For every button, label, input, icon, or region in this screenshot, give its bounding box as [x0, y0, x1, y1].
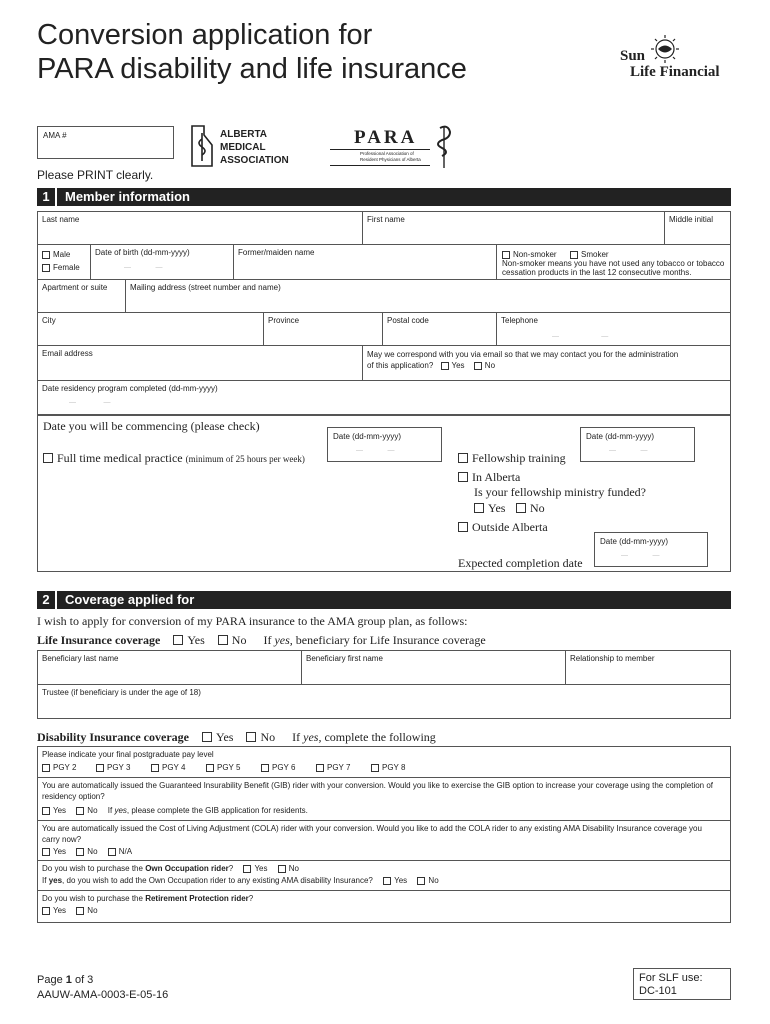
cola-no-label: No — [87, 847, 98, 856]
cola-answers — [42, 847, 132, 856]
province-field[interactable] — [263, 312, 382, 345]
ministry-no-option[interactable] — [516, 501, 545, 516]
disability-coverage-no[interactable] — [246, 730, 275, 744]
cola-yes[interactable] — [42, 847, 66, 856]
fulltime-practice-checkbox[interactable] — [43, 453, 53, 463]
male-option[interactable] — [42, 250, 70, 259]
pgy-checkbox[interactable] — [261, 764, 269, 772]
expected-completion-label: Expected completion date — [458, 556, 583, 570]
own-occupation-existing-yes[interactable] — [383, 876, 407, 885]
retirement-yes-label: Yes — [53, 906, 67, 915]
fulltime-date-label: Date (dd-mm-yyyy) — [333, 432, 402, 441]
email-consent-no-checkbox[interactable] — [474, 362, 482, 370]
email-field[interactable] — [37, 345, 362, 380]
email-consent-yes-checkbox[interactable] — [441, 362, 449, 370]
coverage-intro: I wish to apply for conversion of my PARA insurance to the AMA group plan, as follows: — [37, 614, 468, 628]
life-coverage-no[interactable] — [218, 633, 247, 647]
sunlife-logo-mark — [650, 34, 680, 64]
email-consent-no-label: No — [484, 361, 496, 370]
pgy-checkbox[interactable] — [96, 764, 104, 772]
postal-code-label: Postal code — [387, 316, 429, 325]
own-occupation-existing-no[interactable] — [417, 876, 438, 885]
cola-question-2: carry now? — [42, 835, 82, 844]
fellowship-label: Fellowship training — [472, 451, 566, 465]
fellowship-option[interactable] — [458, 451, 566, 466]
email-consent-yes-label: Yes — [451, 361, 465, 370]
smoker-label: Smoker — [581, 250, 609, 259]
cola-na-checkbox[interactable] — [108, 848, 116, 856]
own-occupation-no-label: No — [288, 864, 299, 873]
para-logo-text: PARA — [354, 127, 418, 148]
disability-coverage-yes-label: Yes — [216, 730, 234, 744]
trustee-label: Trustee (if beneficiary is under the age of 18) — [42, 688, 201, 697]
first-name-label: First name — [367, 215, 405, 224]
outside-alberta-label: Outside Alberta — [472, 520, 548, 534]
title-line-2: PARA disability and life insurance — [37, 53, 467, 85]
fellowship-date-field[interactable]: Date (dd-mm-yyyy) — — — [580, 427, 695, 462]
dob-field[interactable]: Date of birth (dd-mm-yyyy) — — — [95, 248, 190, 271]
middle-initial-field[interactable] — [664, 211, 731, 244]
section-1-header — [37, 188, 731, 206]
page-number: Page 1 of 3 — [37, 974, 94, 986]
apartment-label: Apartment or suite — [42, 283, 108, 292]
residency-date-field[interactable]: Date residency program completed (dd-mm-yyyy) — — — [42, 384, 218, 406]
pay-level-question: Please indicate your final postgraduate pay level — [42, 750, 214, 759]
email-consent-yes[interactable] — [441, 361, 465, 370]
smoker-checkbox[interactable] — [570, 251, 578, 259]
gib-yes-label: Yes — [53, 806, 67, 815]
disability-coverage-row — [37, 730, 436, 745]
own-occupation-existing-no-label: No — [428, 876, 439, 885]
retirement-no-label: No — [87, 906, 98, 915]
pgy-label: PGY 4 — [162, 763, 186, 772]
dob-label: Date of birth (dd-mm-yyyy) — [95, 248, 190, 257]
fellowship-checkbox[interactable] — [458, 453, 468, 463]
form-code: AAUW-AMA-0003-E-05-16 — [37, 989, 169, 1001]
fulltime-practice-label: Full time medical practice — [57, 451, 183, 465]
pgy-label: PGY 6 — [272, 763, 296, 772]
pgy-checkbox[interactable] — [42, 764, 50, 772]
residency-date-label: Date residency program completed (dd-mm-yyyy) — [42, 384, 218, 393]
female-checkbox[interactable] — [42, 264, 50, 272]
apartment-field[interactable] — [37, 279, 125, 312]
smoker-note-2: cessation products in the last 12 consecutive months. — [502, 268, 692, 277]
pgy-option[interactable] — [371, 763, 405, 772]
relationship-label: Relationship to member — [570, 654, 655, 663]
section-2-number: 2 — [37, 591, 57, 609]
email-consent-text-1: May we correspond with you via email so that we may contact you for the administration — [367, 350, 679, 359]
outside-alberta-option[interactable] — [458, 520, 548, 535]
ministry-yes-label: Yes — [488, 501, 506, 515]
gib-no-label: No — [87, 806, 98, 815]
email-consent-no[interactable] — [474, 361, 495, 370]
life-coverage-label: Life Insurance coverage — [37, 633, 161, 647]
para-logo-sub-2: Resident Physicians of Alberta — [360, 157, 421, 162]
para-logo-mark — [430, 124, 460, 168]
slf-use-box — [633, 968, 731, 1000]
mailing-address-label: Mailing address (street number and name) — [130, 283, 281, 292]
section-2-title: Coverage applied for — [65, 592, 195, 607]
disability-coverage-note: If yes, complete the following — [292, 730, 436, 744]
cola-question-1: You are automatically issued the Cost of Living Adjustment (COLA) rider with your conversion. Would you like to add the COLA rider to any existing AMA Disability Insurance coverage you — [42, 824, 702, 833]
relationship-field[interactable] — [565, 650, 731, 684]
ministry-yes-option[interactable] — [474, 501, 505, 516]
nonsmoker-option[interactable] — [502, 250, 557, 259]
ama-logo-mark — [190, 125, 214, 167]
print-note: Please PRINT clearly. — [37, 168, 154, 182]
first-name-field[interactable] — [362, 211, 664, 244]
gib-note: If yes, please complete the GIB application for residents. — [107, 806, 308, 815]
completion-date-field[interactable]: Date (dd-mm-yyyy) — — — [594, 532, 708, 567]
pgy-label: PGY 7 — [327, 763, 351, 772]
section-2-header — [37, 591, 731, 609]
cola-no-checkbox[interactable] — [76, 848, 84, 856]
para-logo-sub-1: Professional Association of — [360, 151, 414, 156]
retirement-no-checkbox[interactable] — [76, 907, 84, 915]
gib-question-1: You are automatically issued the Guaranteed Insurability Benefit (GIB) rider with your conversion. Would you like to exercise the GIB option to increase your coverage using the completion of — [42, 781, 714, 790]
pgy-option[interactable] — [261, 763, 295, 772]
pgy-checkbox[interactable] — [316, 764, 324, 772]
disability-coverage-yes-checkbox[interactable] — [202, 732, 212, 742]
retirement-question: Do you wish to purchase the Retirement Protection rider? — [42, 894, 254, 903]
pgy-checkbox[interactable] — [151, 764, 159, 772]
maiden-name-field[interactable] — [233, 244, 496, 279]
disability-coverage-no-label: No — [260, 730, 276, 744]
smoker-option[interactable] — [570, 250, 609, 259]
fulltime-practice-note: (minimum of 25 hours per week) — [185, 454, 305, 464]
in-alberta-checkbox[interactable] — [458, 472, 468, 482]
pgy-label: PGY 5 — [217, 763, 241, 772]
mailing-address-field[interactable] — [125, 279, 731, 312]
ama-logo — [190, 125, 300, 169]
postal-code-field[interactable] — [382, 312, 496, 345]
telephone-label: Telephone — [501, 316, 538, 325]
smoker-note-1: Non-smoker means you have not used any tobacco or tobacco — [502, 259, 725, 268]
male-label: Male — [53, 250, 71, 259]
pgy-option[interactable] — [206, 763, 240, 772]
gib-no[interactable] — [76, 806, 97, 815]
ministry-yes-checkbox[interactable] — [474, 503, 484, 513]
pgy-option[interactable] — [96, 763, 130, 772]
city-label: City — [42, 316, 56, 325]
sunlife-logo-text-1: Sun — [620, 48, 646, 64]
ama-logo-line-3: ASSOCIATION — [220, 155, 289, 166]
disability-coverage-label: Disability Insurance coverage — [37, 730, 189, 744]
cola-yes-label: Yes — [53, 847, 67, 856]
retirement-yes[interactable] — [42, 906, 66, 915]
middle-initial-label: Middle initial — [669, 215, 714, 224]
ama-number-label: AMA # — [43, 131, 67, 140]
ama-logo-line-2: MEDICAL — [220, 142, 266, 153]
nonsmoker-checkbox[interactable] — [502, 251, 510, 259]
ministry-no-checkbox[interactable] — [516, 503, 526, 513]
fulltime-date-field[interactable]: Date (dd-mm-yyyy) — — — [327, 427, 442, 462]
fulltime-practice-option[interactable] — [43, 451, 305, 466]
section-1-title: Member information — [65, 189, 190, 204]
female-option[interactable] — [42, 263, 80, 272]
own-occupation-yes-checkbox[interactable] — [243, 865, 251, 873]
gib-no-checkbox[interactable] — [76, 807, 84, 815]
beneficiary-last-name-field[interactable] — [37, 650, 301, 684]
gib-question-2: residency option? — [42, 792, 105, 801]
maiden-name-label: Former/maiden name — [238, 248, 315, 257]
own-occupation-existing-yes-checkbox[interactable] — [383, 877, 391, 885]
nonsmoker-label: Non-smoker — [513, 250, 557, 259]
last-name-field[interactable] — [37, 211, 362, 244]
own-occupation-existing-yes-label: Yes — [394, 876, 408, 885]
gib-yes[interactable] — [42, 806, 66, 815]
own-occupation-question: Do you wish to purchase the Own Occupation rider? Yes No — [42, 864, 299, 873]
email-consent-question — [367, 361, 495, 370]
sunlife-logo-text-2: Life Financial — [630, 64, 720, 80]
email-label: Email address — [42, 349, 93, 358]
male-checkbox[interactable] — [42, 251, 50, 259]
title-line-1: Conversion application for — [37, 19, 373, 51]
cola-na[interactable] — [108, 847, 132, 856]
life-coverage-beneficiary-note: If yes, beneficiary for Life Insurance coverage — [263, 633, 486, 647]
pgy-label: PGY 3 — [107, 763, 131, 772]
beneficiary-last-name-label: Beneficiary last name — [42, 654, 119, 663]
sunlife-logo — [620, 34, 735, 84]
own-occupation-existing-question: If yes, do you wish to add the Own Occupation rider to any existing AMA disability Insurance? Yes No — [42, 876, 439, 885]
pgy-label: PGY 8 — [382, 763, 406, 772]
page-title — [37, 18, 467, 86]
life-coverage-yes-label: Yes — [187, 633, 205, 647]
gib-answers — [42, 806, 308, 815]
email-consent-text-2: of this application? — [367, 361, 434, 370]
own-occupation-no-checkbox[interactable] — [278, 865, 286, 873]
in-alberta-option[interactable] — [458, 470, 520, 485]
female-label: Female — [53, 263, 80, 272]
life-coverage-no-label: No — [231, 633, 247, 647]
pgy-checkbox[interactable] — [371, 764, 379, 772]
own-occupation-yes-label: Yes — [254, 864, 268, 873]
pgy-option[interactable] — [42, 763, 76, 772]
life-coverage-no-checkbox[interactable] — [218, 635, 228, 645]
ama-logo-line-1: ALBERTA — [220, 129, 268, 140]
disability-coverage-yes[interactable] — [202, 730, 233, 744]
pgy-option[interactable] — [151, 763, 185, 772]
para-logo — [330, 124, 465, 170]
retirement-answers — [42, 906, 98, 915]
last-name-label: Last name — [42, 215, 80, 224]
outside-alberta-checkbox[interactable] — [458, 522, 468, 532]
beneficiary-first-name-label: Beneficiary first name — [306, 654, 383, 663]
cola-no[interactable] — [76, 847, 97, 856]
retirement-yes-checkbox[interactable] — [42, 907, 50, 915]
own-occupation-yes[interactable] — [243, 864, 267, 873]
province-label: Province — [268, 316, 300, 325]
cola-yes-checkbox[interactable] — [42, 848, 50, 856]
trustee-field[interactable] — [37, 684, 731, 719]
ministry-question: Is your fellowship ministry funded? — [474, 485, 646, 499]
telephone-field[interactable]: Telephone — — — [501, 316, 610, 340]
fellowship-date-label: Date (dd-mm-yyyy) — [586, 432, 655, 441]
slf-use-label: For SLF use: — [639, 972, 703, 984]
pgy-option[interactable] — [316, 763, 350, 772]
beneficiary-first-name-field[interactable] — [301, 650, 565, 684]
cola-na-label: N/A — [118, 847, 133, 856]
ministry-no-label: No — [530, 501, 545, 515]
own-occupation-existing-no-checkbox[interactable] — [417, 877, 425, 885]
disability-coverage-no-checkbox[interactable] — [246, 732, 256, 742]
commencing-heading: Date you will be commencing (please check) — [43, 419, 260, 433]
retirement-no[interactable] — [76, 906, 97, 915]
own-occupation-no[interactable] — [278, 864, 299, 873]
life-coverage-yes[interactable] — [173, 633, 204, 647]
dc-code: DC-101 — [639, 985, 677, 997]
life-coverage-yes-checkbox[interactable] — [173, 635, 183, 645]
in-alberta-label: In Alberta — [472, 470, 521, 484]
ama-number-field[interactable] — [37, 126, 174, 159]
city-field[interactable] — [37, 312, 263, 345]
completion-date-label: Date (dd-mm-yyyy) — [600, 537, 669, 546]
life-coverage-row — [37, 633, 486, 648]
gib-yes-checkbox[interactable] — [42, 807, 50, 815]
pgy-checkbox[interactable] — [206, 764, 214, 772]
pgy-label: PGY 2 — [53, 763, 77, 772]
section-1-number: 1 — [37, 188, 57, 206]
